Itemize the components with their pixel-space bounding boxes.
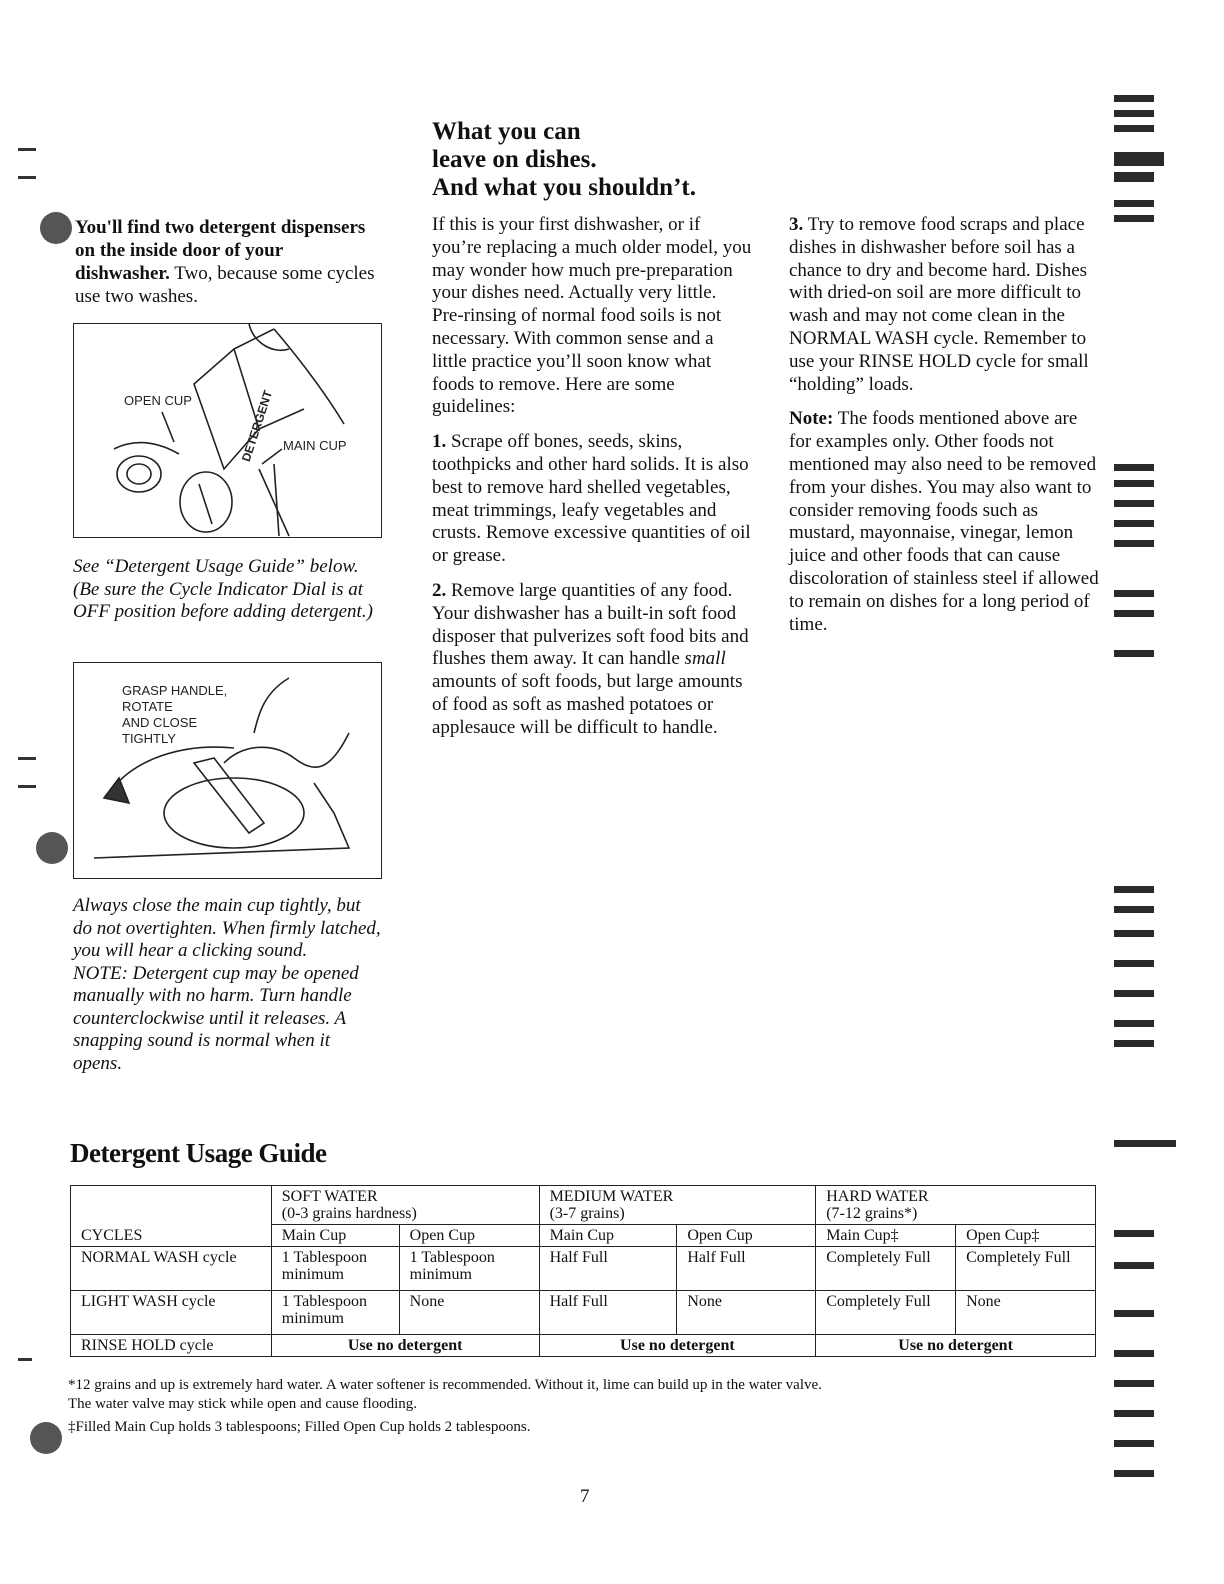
guideline-item-1 — [432, 431, 752, 568]
usage-guide-table — [70, 1185, 1096, 1357]
dispenser-intro — [75, 216, 375, 308]
detergent-guide-caption: See “Detergent Usage Guide” below. (Be sure the Cycle Indicator Dial is at OFF position before adding detergent.) — [73, 556, 373, 622]
footnote-dagger: ‡Filled Main Cup holds 3 tablespoons; Filled Open Cup holds 2 tablespoons. — [68, 1419, 531, 1435]
heading-line-2: leave on dishes. — [432, 146, 597, 173]
table-cell: 1 Tablespoon minimum — [399, 1247, 539, 1291]
water-type-detail: (0-3 grains hardness) — [281, 1205, 417, 1222]
close-cup-caption-p2: NOTE: Detergent cup may be opened manually with no harm. Turn handle counterclockwise until it releases. A snapping sound is normal when it opens. — [73, 962, 359, 1074]
cycle-name: NORMAL WASH cycle — [71, 1247, 272, 1291]
heading-line-3: And what you shouldn’t. — [432, 174, 696, 201]
cycle-name: LIGHT WASH cycle — [71, 1291, 272, 1335]
guidelines-column-right — [789, 214, 1099, 648]
cycles-header: CYCLES — [71, 1225, 272, 1247]
open-cup-label: OPEN CUP — [124, 393, 192, 408]
main-cup-label: MAIN CUP — [283, 438, 347, 453]
table-row — [71, 1335, 1096, 1357]
dispenser-drawing — [74, 324, 381, 537]
binder-hole — [30, 1422, 62, 1454]
guideline-emphasis: small — [684, 648, 726, 670]
table-cell: Completely Full — [956, 1247, 1096, 1291]
close-cup-caption-p1: Always close the main cup tightly, but do not overtighten. When firmly latched, you will hear a clicking sound. — [73, 895, 381, 961]
binder-hole — [36, 832, 68, 864]
margin-mark — [18, 757, 36, 760]
margin-mark — [18, 148, 36, 151]
guideline-number: 2. — [432, 579, 447, 601]
margin-mark — [18, 1358, 32, 1361]
blank-header-cell — [71, 1186, 272, 1225]
table-cell: None — [677, 1291, 816, 1335]
grasp-handle-line-4: TIGHTLY — [122, 731, 176, 746]
water-type-header-row — [71, 1186, 1096, 1225]
cup-header: Open Cup‡ — [956, 1225, 1096, 1247]
grasp-handle-label — [122, 683, 227, 747]
water-type-header — [539, 1186, 816, 1225]
grasp-handle-line-3: AND CLOSE — [122, 715, 198, 730]
grasp-handle-line-2: ROTATE — [122, 699, 173, 714]
guideline-text: Remove large quantities of any food. Your dishwasher has a built-in soft food disposer that pulverizes soft food bits and flushes them away. It can handle — [432, 579, 749, 670]
water-type-header — [271, 1186, 539, 1225]
binder-hole — [40, 212, 72, 244]
cup-header: Open Cup — [677, 1225, 816, 1247]
water-type-detail: (7-12 grains*) — [826, 1205, 918, 1222]
margin-mark — [18, 785, 36, 788]
water-type-detail: (3-7 grains) — [549, 1205, 625, 1222]
guideline-item-3 — [789, 214, 1099, 396]
table-cell: Use no detergent — [816, 1335, 1096, 1357]
margin-mark — [18, 176, 36, 179]
note-label: Note: — [789, 408, 834, 430]
cup-header-row — [71, 1225, 1096, 1247]
guideline-item-2 — [432, 580, 752, 740]
table-cell: Completely Full — [816, 1291, 956, 1335]
water-type-header — [816, 1186, 1096, 1225]
table-cell: Half Full — [539, 1247, 677, 1291]
guideline-text: Try to remove food scraps and place dishes in dishwasher before soil has a chance to dry and become hard. Dishes with dried-on soil are more difficult to wash and may not come clean in the NORMAL WASH cycle. Remember to use your RINSE HOLD cycle for small “holding” loads. — [789, 214, 1089, 395]
dispenser-intro-lead: You'll find two detergent dispensers on the inside door of your dishwasher. — [75, 217, 366, 284]
guidelines-column-middle — [432, 214, 752, 752]
grasp-handle-line-1: GRASP HANDLE, — [122, 683, 228, 698]
page-number: 7 — [580, 1486, 590, 1507]
close-handle-illustration — [73, 662, 382, 879]
table-row — [71, 1291, 1096, 1335]
section-heading — [432, 118, 792, 202]
table-cell: Half Full — [677, 1247, 816, 1291]
dispenser-illustration — [73, 323, 382, 538]
cup-header: Main Cup‡ — [816, 1225, 956, 1247]
footnotes — [68, 1376, 848, 1441]
footnote-star: *12 grains and up is extremely hard water. A water softener is recommended. Without it, lime can build up in the water valve. The water valve may stick while open and cause flooding. — [68, 1377, 822, 1412]
table-cell: Use no detergent — [539, 1335, 816, 1357]
table-cell: Completely Full — [816, 1247, 956, 1291]
table-cell: 1 Tablespoon minimum — [271, 1291, 399, 1335]
table-cell: None — [399, 1291, 539, 1335]
water-type-name: SOFT WATER — [281, 1188, 378, 1205]
guideline-number: 3. — [789, 214, 804, 235]
guidelines-intro: If this is your first dishwasher, or if you’re replacing a much older model, you may wonder how much pre-preparation your dishes need. Actually very little. Pre-rinsing of normal food soils is not necessary. With common sense and a little practice you’ll soon know what foods to remove. Here are some guidelines: — [432, 214, 752, 418]
table-cell: Half Full — [539, 1291, 677, 1335]
guideline-text: amounts of soft foods, but large amounts of food as soft as mashed potatoes or applesauce will be difficult to handle. — [432, 671, 743, 738]
cup-header: Main Cup — [539, 1225, 677, 1247]
guideline-number: 1. — [432, 431, 447, 453]
note-paragraph — [789, 408, 1099, 636]
water-type-name: HARD WATER — [826, 1188, 929, 1205]
table-cell: None — [956, 1291, 1096, 1335]
close-cup-caption — [73, 895, 383, 1075]
heading-line-1: What you can — [432, 118, 581, 145]
detergent-box-label: DETERGENT — [238, 388, 276, 464]
note-text: The foods mentioned above are for examples only. Other foods not mentioned may also need to be removed from your dishes. You may also want to consider removing foods such as mustard, mayonnaise, vinegar, lemon juice and other foods that can cause discoloration of stainless steel if allowed to remain on dishes for a long period of time. — [789, 408, 1099, 635]
table-cell: Use no detergent — [271, 1335, 539, 1357]
table-row — [71, 1247, 1096, 1291]
guideline-text: Scrape off bones, seeds, skins, toothpicks and other hard solids. It is also best to remove hard shelled vegetables, meat trimmings, leafy vegetables and crusts. Remove excessive quantities of oil or grease. — [432, 431, 751, 567]
close-handle-drawing — [74, 663, 381, 878]
cup-header: Open Cup — [399, 1225, 539, 1247]
usage-guide-title: Detergent Usage Guide — [70, 1138, 327, 1168]
table-cell: 1 Tablespoon minimum — [271, 1247, 399, 1291]
dispenser-intro-rest: Two, because some cycles use two washes. — [75, 263, 375, 307]
cycle-name: RINSE HOLD cycle — [71, 1335, 272, 1357]
cup-header: Main Cup — [271, 1225, 399, 1247]
water-type-name: MEDIUM WATER — [549, 1188, 674, 1205]
